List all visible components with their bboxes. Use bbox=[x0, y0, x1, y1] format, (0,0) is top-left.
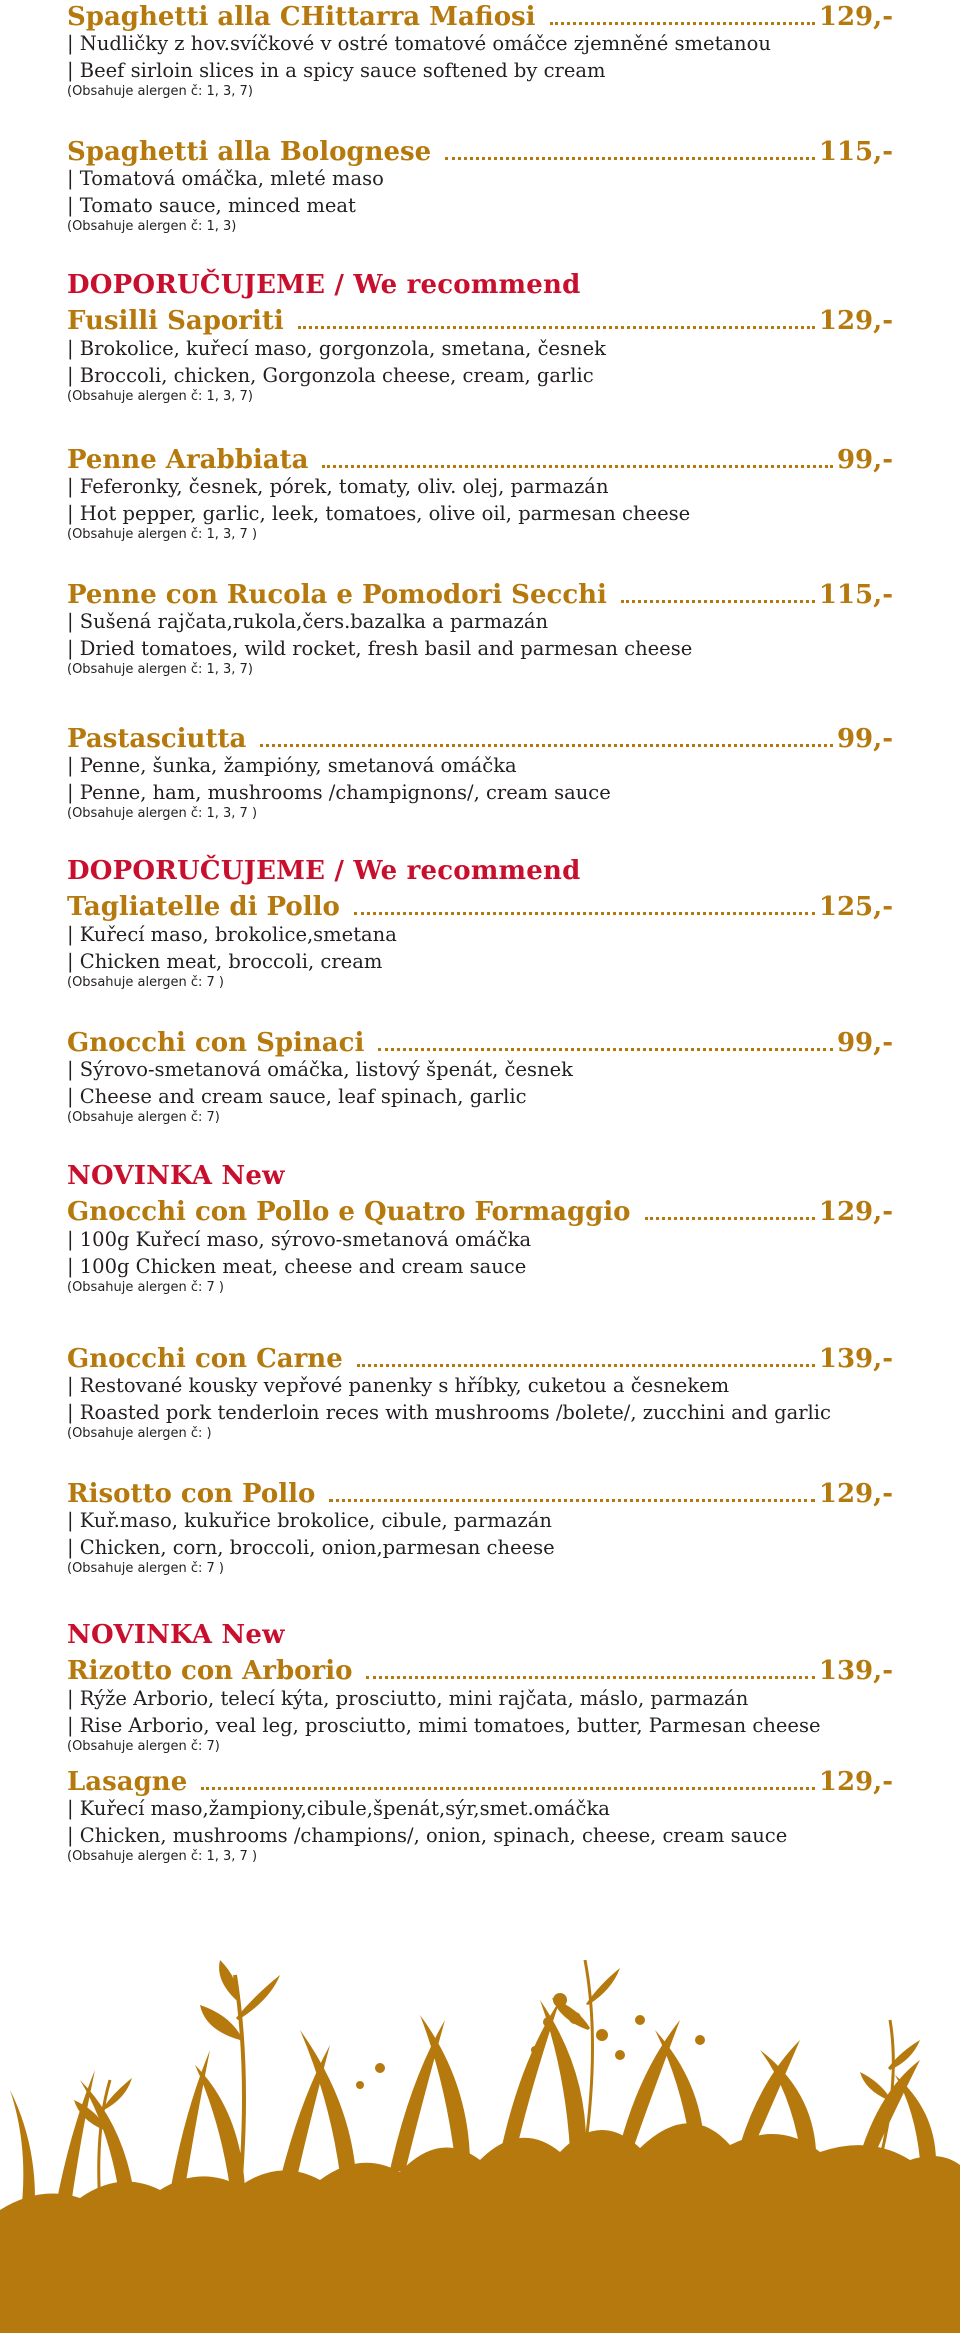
description-english: | Cheese and cream sauce, leaf spinach, garlic bbox=[67, 1085, 527, 1108]
dish-name: Tagliatelle di Pollo bbox=[67, 892, 340, 922]
dish-price: 99,- bbox=[836, 1028, 893, 1058]
dish-title-row bbox=[67, 1024, 893, 1058]
dish-title-row bbox=[67, 441, 893, 475]
recommend-tag: DOPORUČUJEME / We recommend bbox=[67, 270, 581, 300]
dish-name: Penne Arabbiata bbox=[67, 445, 309, 475]
description-english: | Dried tomatoes, wild rocket, fresh basil and parmesan cheese bbox=[67, 637, 693, 660]
description-english: | Rise Arborio, veal leg, prosciutto, mimi tomatoes, butter, Parmesan cheese bbox=[67, 1714, 821, 1737]
description-czech: | Nudličky z hov.svíčkové v ostré tomatové omáčce zjemněné smetanou bbox=[67, 32, 771, 55]
dish-price: 115,- bbox=[818, 137, 893, 167]
description-english: | Broccoli, chicken, Gorgonzola cheese, cream, garlic bbox=[67, 364, 594, 387]
description-czech: | Kuř.maso, kukuřice brokolice, cibule, parmazán bbox=[67, 1509, 552, 1532]
allergen-note: (Obsahuje alergen č: 1, 3, 7 ) bbox=[67, 806, 258, 821]
allergen-note: (Obsahuje alergen č: ) bbox=[67, 1426, 212, 1441]
dish-name: Risotto con Pollo bbox=[67, 1479, 316, 1509]
dish-price: 115,- bbox=[818, 580, 893, 610]
dish-title-row bbox=[67, 0, 893, 32]
allergen-note: (Obsahuje alergen č: 7 ) bbox=[67, 975, 224, 990]
dish-price: 125,- bbox=[818, 892, 893, 922]
description-english: | Beef sirloin slices in a spicy sauce softened by cream bbox=[67, 59, 606, 82]
description-english: | Chicken meat, broccoli, cream bbox=[67, 950, 383, 973]
dish-name: Lasagne bbox=[67, 1767, 188, 1797]
dish-name: Gnocchi con Carne bbox=[67, 1344, 343, 1374]
allergen-note: (Obsahuje alergen č: 7) bbox=[67, 1739, 220, 1754]
allergen-note: (Obsahuje alergen č: 1, 3) bbox=[67, 219, 237, 234]
dot-leader bbox=[354, 912, 815, 915]
description-english: | Penne, ham, mushrooms /champignons/, cream sauce bbox=[67, 781, 611, 804]
description-czech: | Rýže Arborio, telecí kýta, prosciutto, mini rajčata, máslo, parmazán bbox=[67, 1687, 749, 1710]
dish-title-row bbox=[67, 1763, 893, 1797]
description-czech: | Kuřecí maso, brokolice,smetana bbox=[67, 923, 397, 946]
dish-title-row bbox=[67, 1340, 893, 1374]
dot-leader bbox=[260, 744, 833, 747]
dot-leader bbox=[357, 1364, 815, 1367]
dish-name: Gnocchi con Pollo e Quatro Formaggio bbox=[67, 1197, 631, 1227]
dish-price: 129,- bbox=[818, 306, 893, 336]
dot-leader bbox=[329, 1499, 815, 1502]
description-czech: | Restované kousky vepřové panenky s hříbky, cuketou a česnekem bbox=[67, 1374, 730, 1397]
grass-silhouette-decoration bbox=[0, 1960, 960, 2333]
dish-title-row bbox=[67, 1475, 893, 1509]
dish-name: Gnocchi con Spinaci bbox=[67, 1028, 365, 1058]
allergen-note: (Obsahuje alergen č: 1, 3, 7 ) bbox=[67, 1849, 258, 1864]
description-english: | Roasted pork tenderloin reces with mushrooms /bolete/, zucchini and garlic bbox=[67, 1401, 831, 1424]
dish-title-row bbox=[67, 1193, 893, 1227]
dish-title-row bbox=[67, 720, 893, 754]
dish-price: 129,- bbox=[818, 1479, 893, 1509]
dot-leader bbox=[201, 1787, 815, 1790]
dish-name: Spaghetti alla CHittarra Mafiosi bbox=[67, 2, 536, 32]
dot-leader bbox=[378, 1048, 833, 1051]
description-english: | Chicken, corn, broccoli, onion,parmesan cheese bbox=[67, 1536, 555, 1559]
dot-leader bbox=[298, 326, 815, 329]
description-english: | Chicken, mushrooms /champions/, onion, spinach, cheese, cream sauce bbox=[67, 1824, 788, 1847]
dish-name: Rizotto con Arborio bbox=[67, 1656, 353, 1686]
dot-leader bbox=[366, 1676, 814, 1679]
description-czech: | Brokolice, kuřecí maso, gorgonzola, smetana, česnek bbox=[67, 337, 606, 360]
description-czech: | 100g Kuřecí maso, sýrovo-smetanová omáčka bbox=[67, 1228, 532, 1251]
dish-name: Penne con Rucola e Pomodori Secchi bbox=[67, 580, 607, 610]
description-czech: | Penne, šunka, žampióny, smetanová omáčka bbox=[67, 754, 517, 777]
allergen-note: (Obsahuje alergen č: 7 ) bbox=[67, 1280, 224, 1295]
dish-title-row bbox=[67, 888, 893, 922]
allergen-note: (Obsahuje alergen č: 7 ) bbox=[67, 1561, 224, 1576]
dish-name: Fusilli Saporiti bbox=[67, 306, 284, 336]
recommend-tag: DOPORUČUJEME / We recommend bbox=[67, 856, 581, 886]
new-tag: NOVINKA New bbox=[67, 1620, 285, 1650]
allergen-note: (Obsahuje alergen č: 1, 3, 7) bbox=[67, 662, 253, 677]
allergen-note: (Obsahuje alergen č: 1, 3, 7) bbox=[67, 84, 253, 99]
allergen-note: (Obsahuje alergen č: 1, 3, 7 ) bbox=[67, 527, 258, 542]
description-czech: | Tomatová omáčka, mleté maso bbox=[67, 167, 384, 190]
dish-price: 129,- bbox=[818, 1197, 893, 1227]
description-english: | Tomato sauce, minced meat bbox=[67, 194, 356, 217]
description-english: | Hot pepper, garlic, leek, tomatoes, olive oil, parmesan cheese bbox=[67, 502, 691, 525]
description-czech: | Sýrovo-smetanová omáčka, listový špenát, česnek bbox=[67, 1058, 573, 1081]
dish-title-row bbox=[67, 133, 893, 167]
dot-leader bbox=[645, 1217, 815, 1220]
description-czech: | Sušená rajčata,rukola,čers.bazalka a parmazán bbox=[67, 610, 549, 633]
dish-title-row bbox=[67, 302, 893, 336]
dish-price: 139,- bbox=[818, 1344, 893, 1374]
allergen-note: (Obsahuje alergen č: 1, 3, 7) bbox=[67, 389, 253, 404]
dish-price: 129,- bbox=[818, 1767, 893, 1797]
dish-title-row bbox=[67, 1652, 893, 1686]
dish-name: Spaghetti alla Bolognese bbox=[67, 137, 432, 167]
allergen-note: (Obsahuje alergen č: 7) bbox=[67, 1110, 220, 1125]
dish-price: 139,- bbox=[818, 1656, 893, 1686]
description-czech: | Feferonky, česnek, pórek, tomaty, oliv. olej, parmazán bbox=[67, 475, 609, 498]
description-czech: | Kuřecí maso,žampiony,cibule,špenát,sýr,smet.omáčka bbox=[67, 1797, 610, 1820]
dish-name: Pastasciutta bbox=[67, 724, 247, 754]
dot-leader bbox=[550, 22, 815, 25]
new-tag: NOVINKA New bbox=[67, 1161, 285, 1191]
dish-title-row bbox=[67, 576, 893, 610]
dish-price: 129,- bbox=[818, 2, 893, 32]
dish-price: 99,- bbox=[836, 445, 893, 475]
dot-leader bbox=[322, 465, 833, 468]
dish-price: 99,- bbox=[836, 724, 893, 754]
dot-leader bbox=[621, 600, 815, 603]
dot-leader bbox=[445, 157, 815, 160]
description-english: | 100g Chicken meat, cheese and cream sauce bbox=[67, 1255, 527, 1278]
